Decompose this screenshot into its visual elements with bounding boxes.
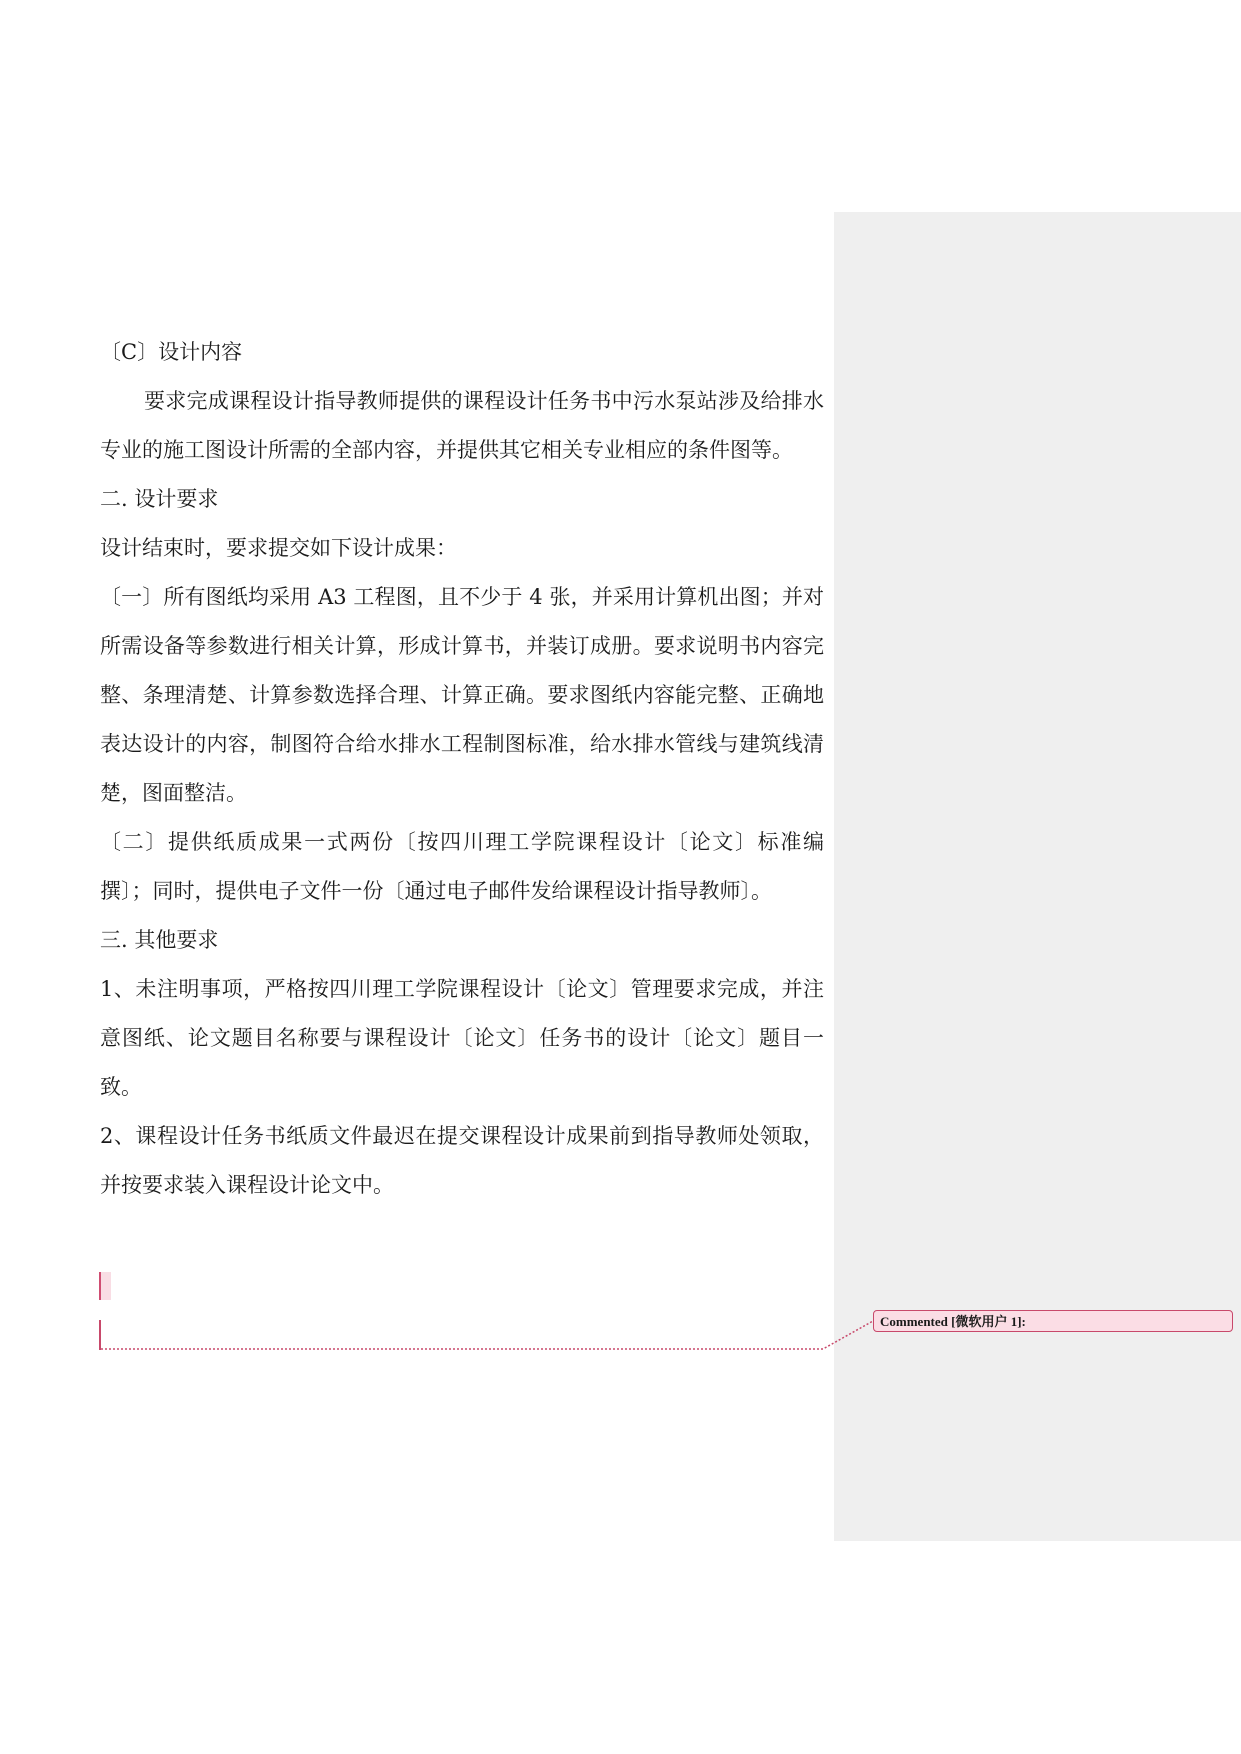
section-heading-design-content: 〔C〕设计内容 — [100, 340, 243, 364]
section-heading-other-requirements: 三. 其他要求 — [100, 928, 219, 952]
paragraph-deliverable-one: 〔一〕所有图纸均采用 A3 工程图，且不少于 4 张，并采用计算机出图；并对所需设备等参数进行相关计算，形成计算书，并装订成册。要求说明书内容完整、条理清楚、计算参数选择合理、计算正确。要求图纸内容能完整、正确地表达设计的内容，制图符合给水排水工程制图标准，给水排水管线与建筑线清楚，图面整洁。 — [100, 585, 824, 805]
paragraph-design-content: 要求完成课程设计指导教师提供的课程设计任务书中污水泵站涉及给排水专业的施工图设计所需的全部内容，并提供其它相关专业相应的条件图等。 — [100, 389, 824, 462]
comment-highlight-mark[interactable] — [99, 1272, 111, 1300]
comment-label: Commented [微软用户 1]: — [880, 1314, 1026, 1329]
document-body — [100, 328, 824, 1210]
paragraph-other-two: 2、课程设计任务书纸质文件最迟在提交课程设计成果前到指导教师处领取，并按要求装入课程设计论文中。 — [100, 1124, 824, 1197]
paragraph-deliverable-two: 〔二〕提供纸质成果一式两份〔按四川理工学院课程设计〔论文〕标准编撰〕；同时，提供电子文件一份〔通过电子邮件发给课程设计指导教师〕。 — [100, 830, 824, 903]
paragraph-deliverables-intro: 设计结束时，要求提交如下设计成果： — [100, 536, 457, 560]
comment-balloon[interactable] — [873, 1310, 1233, 1332]
comment-pane — [834, 212, 1241, 1541]
comment-connector-path — [101, 1321, 873, 1349]
paragraph-other-one: 1、未注明事项，严格按四川理工学院课程设计〔论文〕管理要求完成，并注意图纸、论文题目名称要与课程设计〔论文〕任务书的设计〔论文〕题目一致。 — [100, 977, 824, 1099]
comment-anchor-marker — [99, 1320, 101, 1350]
section-heading-design-requirements: 二. 设计要求 — [100, 487, 219, 511]
